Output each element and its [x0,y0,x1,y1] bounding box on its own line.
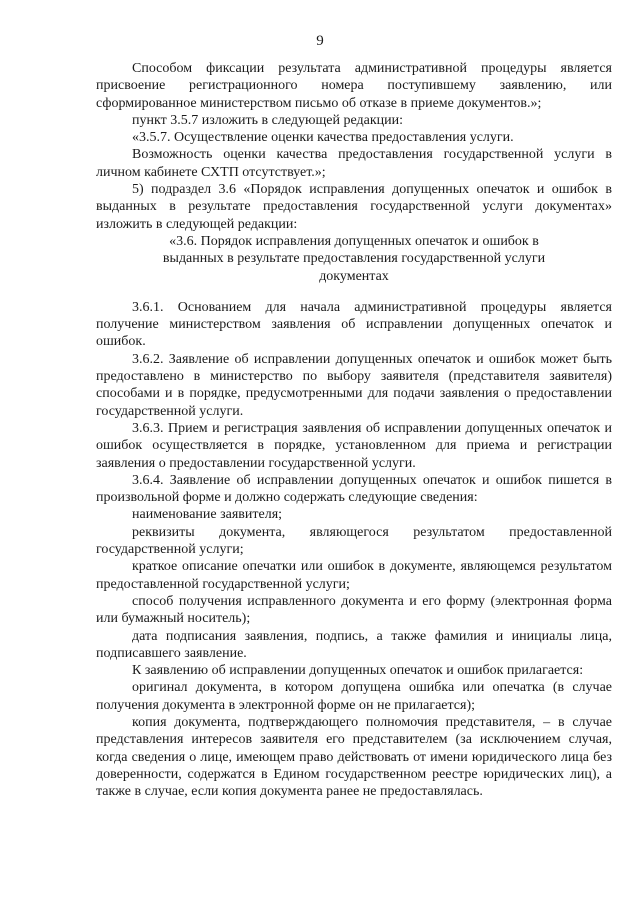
paragraph: дата подписания заявления, подпись, а также фамилия и инициалы лица, подписавшего заявление. [96,628,612,661]
paragraph: оригинал документа, в котором допущена ошибка или опечатка (в случае получения документа в электронной форме он не прилагается); [96,680,612,713]
spacer [96,285,612,299]
paragraph: К заявлению об исправлении допущенных опечаток и ошибок прилагается: [132,663,584,679]
paragraph: 5) подраздел 3.6 «Порядок исправления допущенных опечаток и ошибок в выданных в результате предоставления государственной услуги документах» изложить в следующей редакции: [96,182,612,232]
paragraph: 3.6.3. Прием и регистрация заявления об исправлении допущенных опечаток и ошибок осуществляется в порядке, установленном для приема и регистрации заявления о предоставлении государственной услуги. [96,420,612,471]
paragraph: 3.6.2. Заявление об исправлении допущенных опечаток и ошибок может быть предоставлено в министерство по выбору заявителя (представителя заявителя) способами и в порядке, предусмотренными для подачи заявления о предоставлении государственной услуги. [96,351,612,419]
page-number: 9 [316,33,324,49]
section-heading: «3.6. Порядок исправления допущенных опечаток и ошибок в выданных в результате предоставления государственной услуги документах [162,233,546,284]
paragraph: Способом фиксации результата административной процедуры является присвоение регистрационного номера поступившему заявлению, или сформированное министерством письмо об отказе в приеме документов.»; [96,61,612,111]
document-body [96,60,612,800]
paragraph: наименование заявителя; [132,507,283,523]
paragraph: пункт 3.5.7 изложить в следующей редакции: [132,112,403,128]
paragraph: копия документа, подтверждающего полномочия представителя, – в случае представления интересов заявителя его представителем (за исключением случая, когда сведения о лице, имеющем право действовать от имени юридического лица без доверенности, содержатся в Едином государственном реестре юридических лиц), а также в случае, если копия документа ранее не предоставлялась. [96,714,612,800]
paragraph: реквизиты документа, являющегося результатом предоставленной государственной услуги; [96,524,612,558]
paragraph: 3.6.4. Заявление об исправлении допущенных опечаток и ошибок пишется в произвольной форме и должно содержать следующие сведения: [96,472,612,506]
paragraph: Возможность оценки качества предоставления государственной услуги в личном кабинете СХТП отсутствует.»; [96,147,612,180]
paragraph: «3.5.7. Осуществление оценки качества предоставления услуги. [132,130,514,146]
paragraph: краткое описание опечатки или ошибок в документе, являющемся результатом предоставленной государственной услуги; [96,559,612,592]
paragraph: 3.6.1. Основанием для начала административной процедуры является получение министерством заявления об исправлении допущенных опечаток и ошибок. [96,299,612,350]
paragraph: способ получения исправленного документа и его форму (электронная форма или бумажный носитель); [96,593,612,627]
